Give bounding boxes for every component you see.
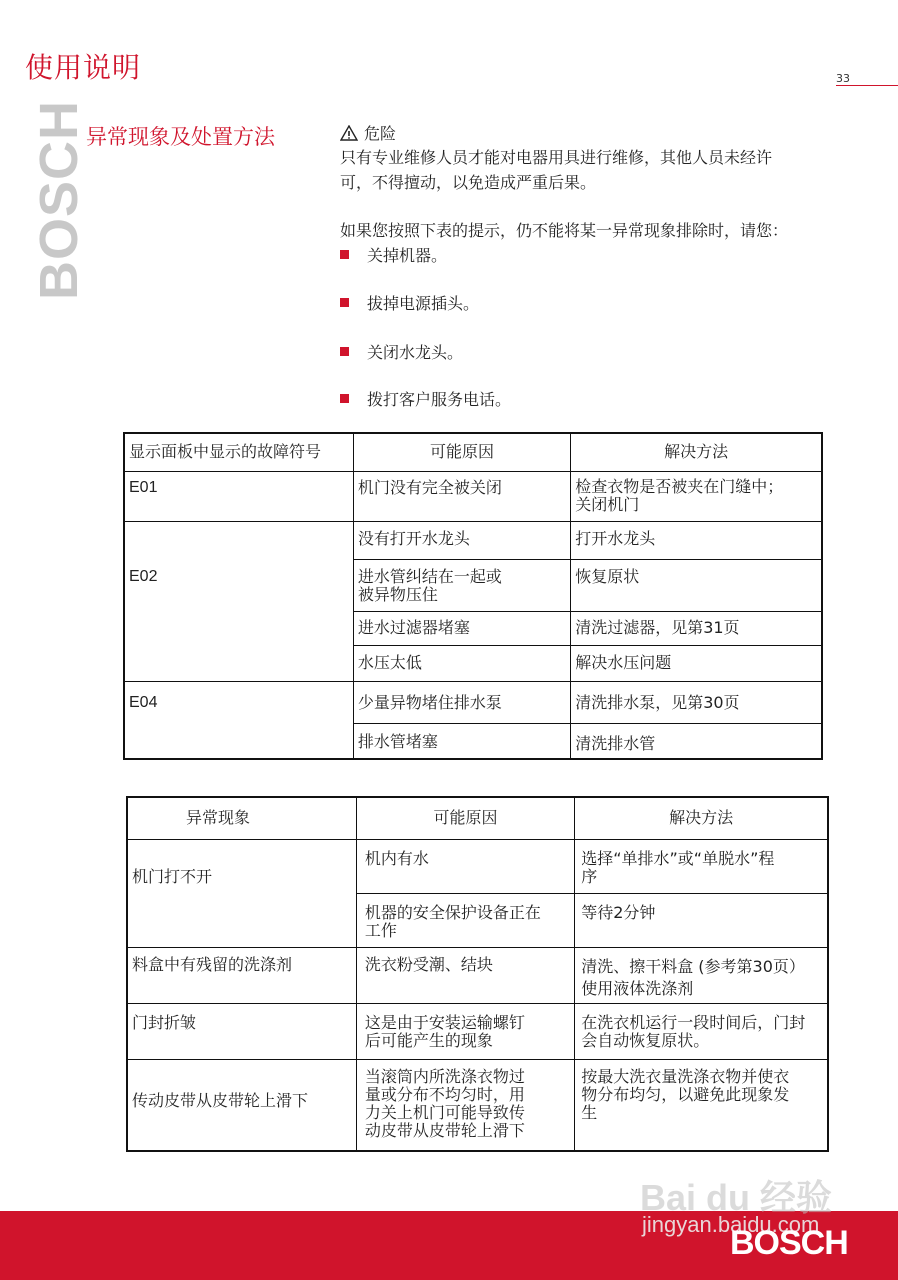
warning-text <box>340 145 860 195</box>
warning-text-line: 可，不得擅动，以免造成严重后果。 <box>340 173 597 192</box>
bullet-square-icon <box>340 347 349 356</box>
symptom-cell: 门封折皱 <box>127 1003 356 1059</box>
step-label: 拨打客户服务电话。 <box>367 390 512 409</box>
warning-triangle-icon <box>340 125 358 141</box>
cell-line: 进水管纠结在一起或 <box>357 566 502 586</box>
step-item <box>340 387 511 410</box>
bullet-square-icon <box>340 298 349 307</box>
table-row <box>127 839 828 893</box>
cause-cell: 进水过滤器堵塞 <box>353 611 570 645</box>
warning-label: 危险 <box>364 124 397 143</box>
cause-cell: 机内有水 <box>356 839 574 893</box>
solution-cell: 清洗排水管 <box>571 723 822 759</box>
cell-line: 检查衣物是否被夹在门缝中； <box>575 476 784 496</box>
solution-cell: 清洗过滤器，见第31页 <box>571 611 822 645</box>
warning-heading <box>340 121 396 144</box>
fault-code-table <box>123 432 823 760</box>
page-title: 使用说明 <box>25 51 142 84</box>
watermark-logo: Bai du 经验 <box>640 1177 833 1218</box>
page-number: 33 <box>836 72 850 85</box>
cause-cell: 水压太低 <box>353 645 570 681</box>
cell-line: 会自动恢复原状。 <box>581 1030 710 1050</box>
warning-text-line: 只有专业维修人员才能对电器用具进行维修，其他人员未经许 <box>340 148 773 167</box>
cell-line: 关闭机门 <box>575 494 640 514</box>
cell-line: 当滚筒内所洗涤衣物过 <box>364 1066 525 1086</box>
footer-brand-logo: BOSCH <box>730 1224 848 1262</box>
step-item <box>340 340 463 363</box>
cause-cell <box>356 1003 574 1059</box>
symptom-table <box>126 796 829 1152</box>
cause-cell: 洗衣粉受潮、结块 <box>356 947 574 1003</box>
solution-cell <box>575 1003 828 1059</box>
column-header: 解决方法 <box>575 797 828 839</box>
cell-line: 清洗、擦干料盒 (参考第30页） <box>581 956 805 976</box>
cause-cell: 排水管堵塞 <box>353 723 570 759</box>
bullet-square-icon <box>340 394 349 403</box>
column-header: 解决方法 <box>571 433 822 471</box>
cell-line: 后可能产生的现象 <box>364 1030 493 1050</box>
solution-cell: 解决水压问题 <box>571 645 822 681</box>
column-header: 可能原因 <box>356 797 574 839</box>
table-row <box>124 681 822 723</box>
symptom-cell: 机门打不开 <box>127 839 356 947</box>
cell-line: 这是由于安装运输螺钉 <box>364 1012 525 1032</box>
fault-code: E04 <box>124 681 353 759</box>
column-header: 可能原因 <box>353 433 570 471</box>
table-row <box>127 947 828 1003</box>
step-label: 拔掉电源插头。 <box>367 294 480 313</box>
cell-line: 量或分布不均匀时，用 <box>364 1084 525 1104</box>
cause-cell <box>356 1059 574 1151</box>
cell-line: 使用液体洗涤剂 <box>581 978 694 998</box>
step-label: 关掉机器。 <box>367 246 448 265</box>
intro-text: 如果您按照下表的提示，仍不能将某一异常现象排除时，请您： <box>340 221 789 240</box>
side-brand-logo: BOSCH <box>29 99 89 300</box>
cell-line: 生 <box>581 1102 598 1122</box>
step-item <box>340 243 447 266</box>
cell-line: 动皮带从皮带轮上滑下 <box>364 1120 525 1140</box>
column-header: 异常现象 <box>127 797 356 839</box>
table-header-row <box>124 433 822 471</box>
cause-cell: 少量异物堵住排水泵 <box>353 681 570 723</box>
fault-code: E02 <box>124 521 353 681</box>
table-row <box>124 521 822 559</box>
step-item <box>340 291 479 314</box>
solution-cell: 等待2分钟 <box>575 893 828 947</box>
solution-cell: 清洗排水泵，见第30页 <box>571 681 822 723</box>
cell-line: 按最大洗衣量洗涤衣物并使衣 <box>581 1066 790 1086</box>
cell-line: 物分布均匀，以避免此现象发 <box>581 1084 790 1104</box>
fault-code: E01 <box>124 471 353 521</box>
cell-line: 工作 <box>364 920 397 940</box>
watermark-url: jingyan.baidu.com <box>642 1212 820 1237</box>
header-rule <box>836 85 898 86</box>
cause-cell: 没有打开水龙头 <box>353 521 570 559</box>
solution-cell <box>571 471 822 521</box>
solution-cell <box>575 839 828 893</box>
cell-line: 力关上机门可能导致传 <box>364 1102 525 1122</box>
solution-cell: 恢复原状 <box>571 559 822 611</box>
cell-line: 机器的安全保护设备正在 <box>364 902 541 922</box>
cause-cell: 机门没有完全被关闭 <box>353 471 570 521</box>
cell-line: 被异物压住 <box>357 584 438 604</box>
cause-cell <box>353 559 570 611</box>
table-row <box>127 1059 828 1151</box>
section-title: 异常现象及处置方法 <box>86 125 275 149</box>
table-header-row <box>127 797 828 839</box>
column-header: 显示面板中显示的故障符号 <box>124 433 353 471</box>
table-row <box>124 471 822 521</box>
symptom-cell: 传动皮带从皮带轮上滑下 <box>127 1059 356 1151</box>
solution-cell <box>575 1059 828 1151</box>
cell-line: 序 <box>581 866 598 886</box>
bullet-square-icon <box>340 250 349 259</box>
solution-cell: 打开水龙头 <box>571 521 822 559</box>
symptom-cell: 料盒中有残留的洗涤剂 <box>127 947 356 1003</box>
table-row <box>127 1003 828 1059</box>
cell-line: 在洗衣机运行一段时间后，门封 <box>581 1012 806 1032</box>
solution-cell <box>575 947 828 1003</box>
step-label: 关闭水龙头。 <box>367 343 464 362</box>
cell-line: 选择“单排水”或“单脱水”程 <box>581 848 775 868</box>
cause-cell <box>356 893 574 947</box>
